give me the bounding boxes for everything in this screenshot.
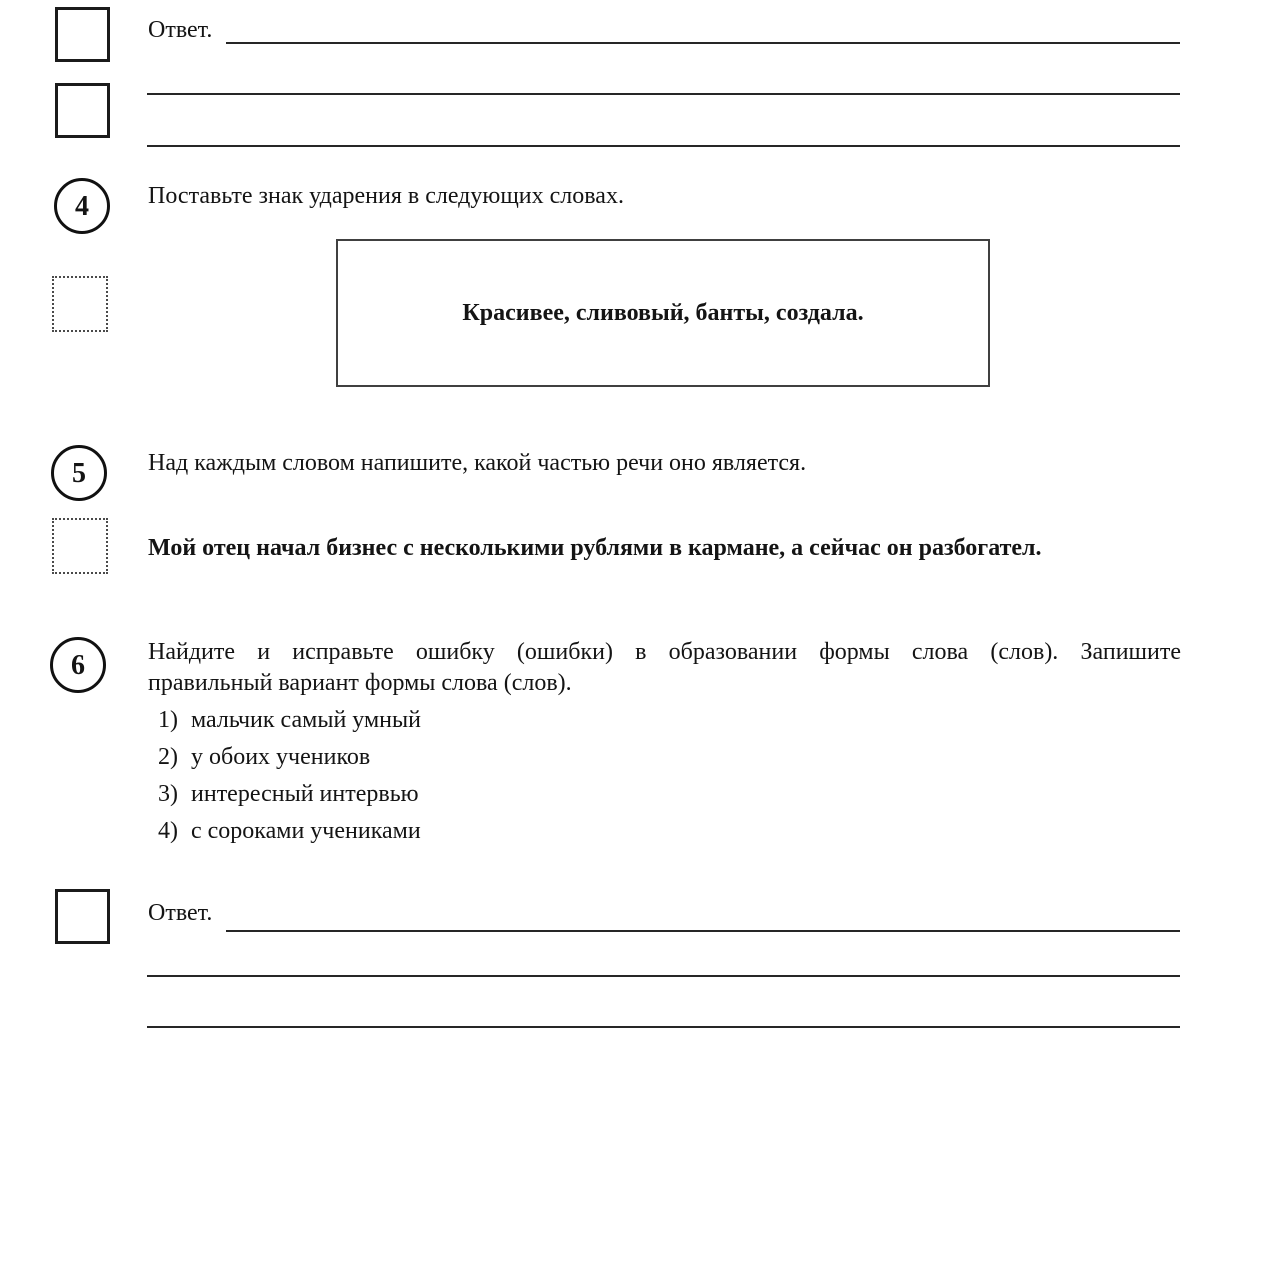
question-5-prompt: Над каждым словом напишите, какой частью речи оно является.: [148, 450, 807, 476]
score-box[interactable]: [55, 83, 110, 138]
answer-write-line[interactable]: [147, 975, 1180, 977]
option-text: у обоих учеников: [191, 744, 371, 770]
answer-write-line[interactable]: [147, 93, 1180, 95]
answer-write-line[interactable]: [226, 42, 1180, 44]
option-text: интересный интервью: [191, 781, 419, 807]
answer-write-line[interactable]: [147, 1026, 1180, 1028]
option-number: 4): [158, 818, 178, 844]
score-box[interactable]: [55, 889, 110, 944]
option-text: с сороками учениками: [191, 818, 421, 844]
option-row: [158, 744, 858, 781]
question-4-words-box: [336, 239, 990, 387]
question-number: 5: [72, 458, 86, 489]
answer-write-line[interactable]: [147, 145, 1180, 147]
mark-box[interactable]: [52, 518, 108, 574]
option-text: мальчик самый умный: [191, 707, 421, 733]
answer-label: Ответ.: [148, 17, 213, 43]
question-5-sentence: Мой отец начал бизнес с несколькими рублями в кармане, а сейчас он разбогател.: [148, 535, 1042, 561]
question-6-options: [158, 707, 858, 855]
question-5-number-badge: [51, 445, 107, 501]
answer-write-line[interactable]: [226, 930, 1180, 932]
question-number: 4: [75, 191, 89, 222]
option-number: 1): [158, 707, 178, 733]
score-box[interactable]: [55, 7, 110, 62]
answer-label: Ответ.: [148, 900, 213, 926]
question-6-prompt: [148, 637, 1181, 699]
question-6-prompt-line2: правильный вариант формы слова (слов).: [148, 670, 572, 696]
question-6-number-badge: [50, 637, 106, 693]
option-row: [158, 707, 858, 744]
option-number: 2): [158, 744, 178, 770]
question-4-number-badge: [54, 178, 110, 234]
option-number: 3): [158, 781, 178, 807]
option-row: [158, 818, 858, 855]
question-6-prompt-line1: Найдите и исправьте ошибку (ошибки) в образовании формы слова (слов). Запишите: [148, 639, 1181, 665]
words-to-stress: Красивее, сливовый, банты, создала.: [462, 299, 864, 326]
question-4-prompt: Поставьте знак ударения в следующих словах.: [148, 183, 624, 209]
question-number: 6: [71, 650, 85, 681]
option-row: [158, 781, 858, 818]
mark-box[interactable]: [52, 276, 108, 332]
